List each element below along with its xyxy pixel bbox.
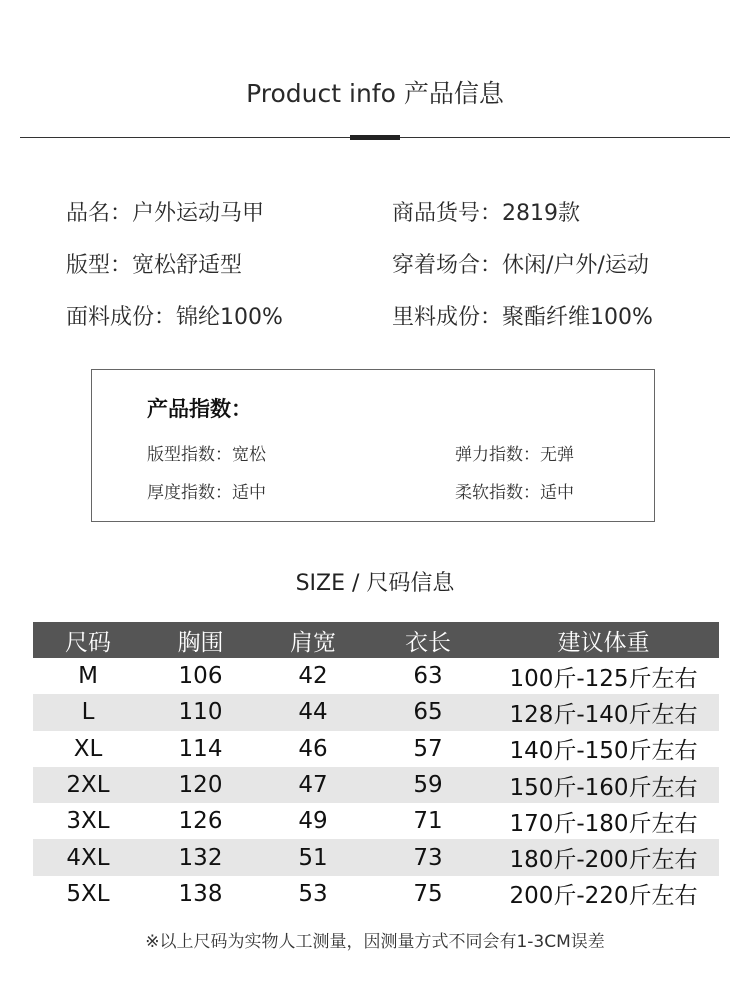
info-occasion: 穿着场合：休闲/户外/运动 [392, 253, 649, 278]
product-index-title: 产品指数： [147, 397, 252, 421]
cell-weight: 200斤-220斤左右 [509, 883, 698, 910]
cell-length: 63 [413, 663, 443, 690]
cell-chest: 110 [143, 694, 258, 730]
cell-chest: 132 [143, 839, 258, 875]
cell-shoulder: 53 [298, 880, 328, 907]
table-row [33, 694, 719, 730]
cell-weight: 128斤-140斤左右 [488, 694, 719, 730]
cell-chest: 120 [143, 767, 258, 803]
header-length: 衣长 [368, 622, 488, 658]
cell-shoulder: 51 [258, 839, 368, 875]
header-chest: 胸围 [143, 622, 258, 658]
cell-chest: 126 [178, 808, 223, 835]
info-item-number: 商品货号：2819款 [392, 201, 580, 226]
table-row [33, 839, 719, 875]
cell-weight: 140斤-150斤左右 [509, 738, 698, 765]
cell-shoulder: 47 [258, 767, 368, 803]
info-fabric: 面料成份：锦纶100% [66, 305, 283, 330]
index-thickness: 厚度指数：适中 [147, 483, 266, 503]
index-softness: 柔软指数：适中 [455, 483, 574, 503]
cell-shoulder: 42 [298, 663, 328, 690]
info-lining: 里料成份：聚酯纤维100% [392, 305, 653, 330]
cell-weight: 170斤-180斤左右 [509, 810, 698, 837]
cell-size: 4XL [33, 839, 143, 875]
table-row [33, 803, 719, 839]
cell-length: 57 [413, 735, 443, 762]
header-divider-accent [350, 135, 400, 140]
size-table [33, 622, 719, 912]
cell-weight: 180斤-200斤左右 [488, 839, 719, 875]
size-section-title: SIZE / 尺码信息 [295, 571, 455, 596]
table-row [33, 658, 719, 694]
cell-length: 65 [368, 694, 488, 730]
cell-chest: 138 [178, 880, 223, 907]
info-fit: 版型：宽松舒适型 [66, 253, 243, 278]
cell-shoulder: 44 [258, 694, 368, 730]
cell-size: 2XL [33, 767, 143, 803]
cell-size: 3XL [66, 808, 110, 835]
size-table-header-row [33, 622, 719, 658]
cell-size: L [33, 694, 143, 730]
measurement-footnote: ※以上尺码为实物人工测量，因测量方式不同会有1-3CM误差 [145, 932, 605, 952]
cell-length: 59 [368, 767, 488, 803]
cell-length: 71 [413, 808, 443, 835]
header-weight: 建议体重 [488, 622, 719, 658]
cell-chest: 114 [178, 735, 223, 762]
index-fit: 版型指数：宽松 [147, 445, 266, 465]
cell-length: 75 [413, 880, 443, 907]
cell-length: 73 [368, 839, 488, 875]
cell-weight: 150斤-160斤左右 [488, 767, 719, 803]
table-row [33, 767, 719, 803]
cell-weight: 100斤-125斤左右 [509, 665, 698, 692]
info-product-name: 品名：户外运动马甲 [66, 201, 265, 226]
table-row [33, 876, 719, 912]
cell-chest: 106 [178, 663, 223, 690]
cell-size: M [78, 663, 98, 690]
header-shoulder: 肩宽 [258, 622, 368, 658]
page-title: Product info 产品信息 [246, 79, 504, 108]
cell-shoulder: 46 [298, 735, 328, 762]
index-elasticity: 弹力指数：无弹 [455, 445, 574, 465]
cell-shoulder: 49 [298, 808, 328, 835]
cell-size: XL [73, 735, 103, 762]
table-row [33, 731, 719, 767]
header-size: 尺码 [33, 622, 143, 658]
cell-size: 5XL [66, 880, 110, 907]
